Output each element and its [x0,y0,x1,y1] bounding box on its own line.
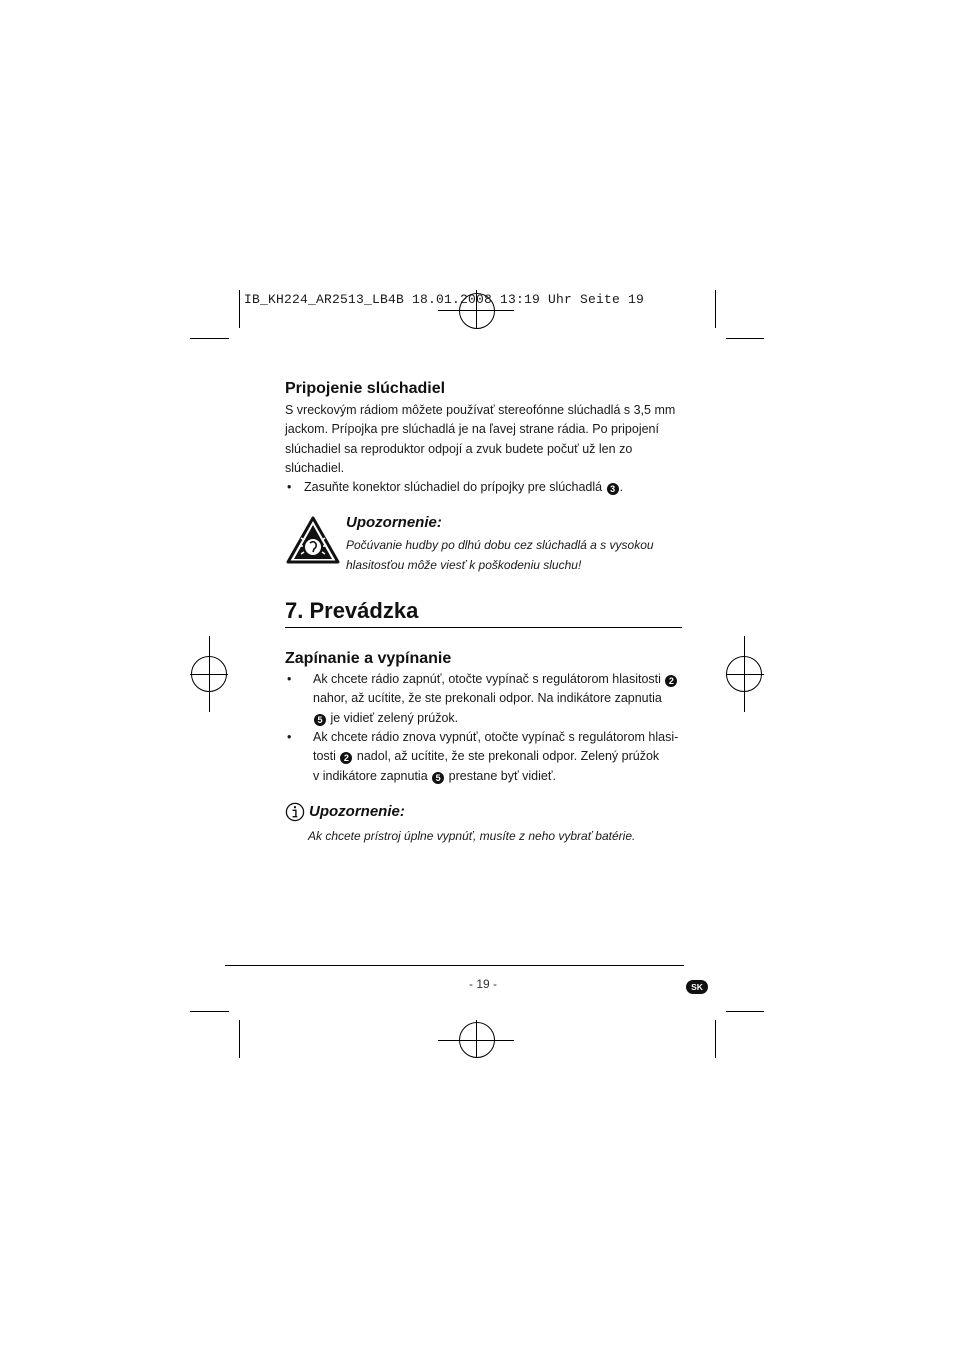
reference-number: 2 [340,752,352,764]
chapter-rule [285,627,682,628]
reference-number: 5 [432,772,444,784]
note-text: Ak chcete prístroj úplne vypnúť, musíte z neho vybrať batérie. [308,829,636,843]
reference-number: 2 [665,675,677,687]
hearing-damage-warning-icon [286,516,340,564]
para-line: S vreckovým rádiom môžete používať stereofónne slúchadlá s 3,5 mm [285,403,676,417]
bullet-line: v indikátore zapnutia [313,768,428,783]
para-line: slúchadiel. [285,460,345,475]
bullet-end: . [619,480,624,494]
bullet-line: tosti [313,749,336,764]
reference-number: 3 [607,483,619,495]
warning-line: hlasitosťou môže viesť k poškodeniu sluchu! [346,557,582,572]
bullet-dot: • [287,730,292,744]
bullet-line: nahor, až ucítite, že ste prekonali odpor. Na indikátore zapnutia [313,691,662,706]
bullet-item [287,728,687,788]
bullet-item [287,670,687,730]
chapter-title: 7. Prevádzka [285,598,419,623]
section1-paragraph [285,401,675,478]
section-heading-headphones: Pripojenie slúchadiel [285,380,446,397]
reference-number: 5 [314,714,326,726]
info-icon [285,802,305,822]
warning-title: Upozornenie: [346,514,442,531]
warning-text [346,536,654,575]
note-title: Upozornenie: [309,803,405,820]
bullet-dot: • [287,480,292,494]
section-heading-on-off: Zapínanie a vypínanie [285,650,452,667]
para-line: slúchadiel sa reproduktor odpojí a zvuk budete počuť už len zo [285,441,633,456]
bullet-text: Zasuňte konektor slúchadiel do prípojky pre slúchadlá [304,480,603,494]
bullet-item [287,478,687,498]
language-badge: SK [686,980,708,994]
bullet-line: je vidieť zelený prúžok. [330,710,459,725]
bullet-line: nadol, až ucítite, že ste prekonali odpor. Zelený prúžok [356,749,660,764]
bullet-line: Ak chcete rádio zapnúť, otočte vypínač s regulátorom hlasitosti [313,672,661,686]
print-slug: IB_KH224_AR2513_LB4B 18.01.2008 13:19 Uhr Seite 19 [244,292,645,307]
page-number: - 19 - [469,977,498,991]
warning-line: Počúvanie hudby po dlhú dobu cez slúchadlá a s vysokou [346,538,654,552]
para-line: jackom. Prípojka pre slúchadlá je na ľavej strane rádia. Po pripojení [285,422,659,437]
bullet-line: prestane byť vidieť. [448,768,556,783]
footer-rule [225,965,684,966]
bullet-line: Ak chcete rádio znova vypnúť, otočte vypínač s regulátorom hlasi- [313,730,679,744]
bullet-dot: • [287,672,292,686]
